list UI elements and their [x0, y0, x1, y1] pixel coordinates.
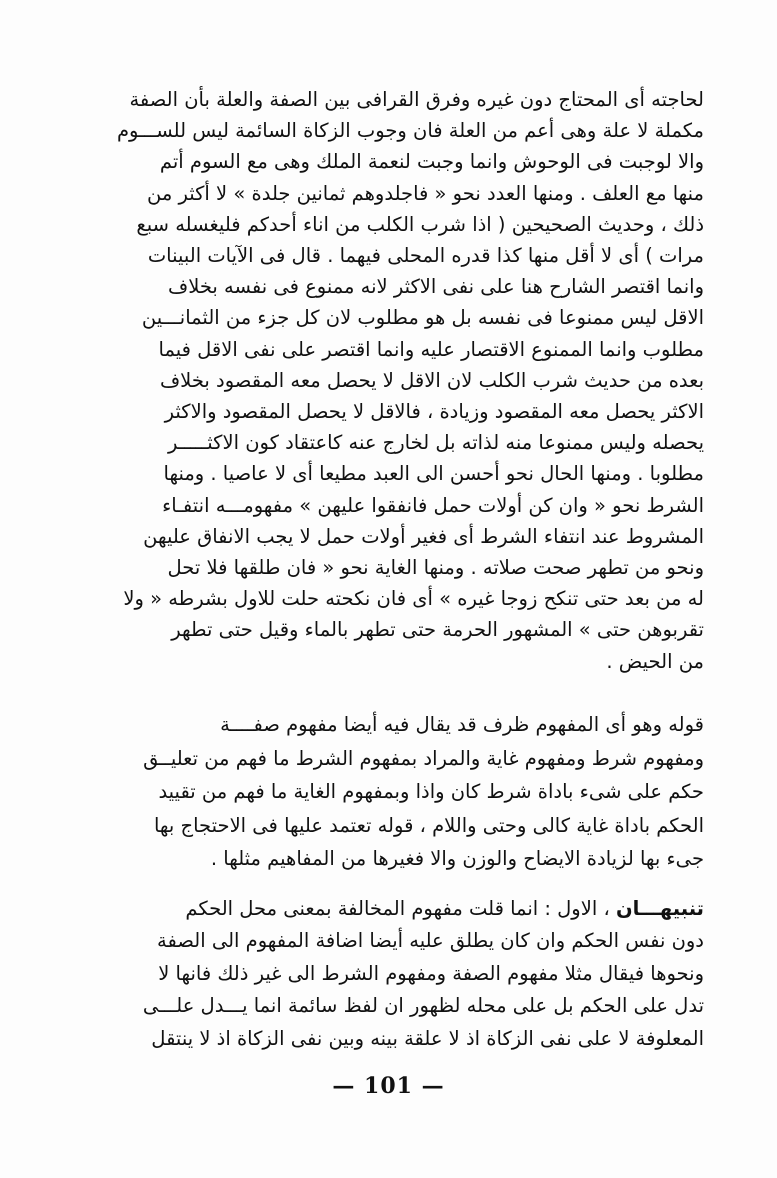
text-line: لحاجته أى المحتاج دون غيره وفرق القرافى بين الصفة والعلة بأن الصفة — [129, 88, 704, 111]
text-line: جىء بها لزيادة الايضاح والوزن والا فغيرها من المفاهيم مثلها . — [210, 847, 704, 871]
text-line: من الحيض . — [606, 649, 704, 673]
text-line: تدل على الحكم بل على محله لظهور ان لفظ سائمة انما يـــدل علـــى — [142, 994, 704, 1018]
text-line: بعده من حديث شرب الكلب لان الاقل لا يحصل معه المقصود بخلاف — [159, 368, 704, 392]
paragraph-1 — [82, 84, 704, 677]
text-line: مرات ) أى لا أقل منها كذا قدره المحلى فيهما . قال فى الآيات البينات — [147, 244, 704, 268]
section-heading: تنبيهـــان — [615, 897, 704, 920]
text-line: ونحوها فيقال مثلا مفهوم الصفة ومفهوم الشرط الى غير ذلك فانها لا — [158, 961, 704, 985]
heading-line-rest: ، الاول : انما قلت مفهوم المخالفة بمعنى محل الحكم — [185, 897, 616, 920]
text-line: منها مع العلف . ومنها العدد نحو « فاجلدوهم ثمانين جلدة » لا أكثر من — [147, 181, 704, 205]
text-line: مطلوبا . ومنها الحال نحو أحسن الى العبد مطيعا أى لا عاصيا . ومنها — [163, 462, 704, 486]
text-line: له من بعد حتى تنكح زوجا غيره » أى فان نكحته حلت للاول بشرطه « ولا — [123, 587, 704, 611]
text-line: والا لوجبت فى الوحوش وانما وجبت لنعمة الملك وهى مع السوم أتم — [159, 150, 704, 174]
text-line: ذلك ، وحديث الصحيحين ( اذا شرب الكلب من اناء أحدكم فليغسله سبع — [136, 212, 704, 236]
text-line: الشرط نحو « وان كن أولات حمل فانفقوا عليهن » مفهومـــه انتفـاء — [162, 493, 704, 517]
text-line: قوله وهو أى المفهوم ظرف قد يقال فيه أيضا مفهوم صفــــة — [220, 713, 704, 736]
paragraph-3 — [82, 893, 704, 1055]
text-line: المشروط عند انتفاء الشرط أى فغير أولات حمل لا يجب الانفاق عليهن — [143, 524, 704, 548]
text-line: حكم على شىء باداة شرط كان واذا وبمفهوم الغاية ما فهم من تقييد — [158, 780, 704, 804]
paragraph-2 — [82, 708, 704, 876]
text-line: الاكثر يحصل معه المقصود وزيادة ، فالاقل لا يحصل المقصود والاكثر — [164, 400, 704, 424]
text-line: الحكم باداة غاية كالى وحتى واللام ، قوله تعتمد عليها فى الاحتجاج بها — [153, 813, 704, 837]
text-line: يحصله وليس ممنوعا منه لذاته بل لخارج عنه كاعتقاد كون الاكثـــــر — [167, 431, 704, 455]
text-line: ونحو من تطهر صحت صلاته . ومنها الغاية نحو « فان طلقها فلا تحل — [167, 556, 704, 580]
text-line: الاقل ليس ممنوعا فى نفسه بل هو مطلوب لان كل جزء من الثمانـــين — [141, 306, 704, 330]
text-line: المعلوفة لا على نفى الزكاة اذ لا علقة بينه وبين نفى الزكاة اذ لا ينتقل — [151, 1026, 704, 1050]
text-line: وانما اقتصر الشارح هنا على نفى الاكثر لانه ممنوع فى نفسه بخلاف — [167, 275, 704, 299]
text-line: ومفهوم شرط ومفهوم غاية والمراد بمفهوم الشرط ما فهم من تعليــق — [143, 746, 704, 770]
page-number: — 101 — — [332, 1073, 445, 1099]
text-line: مكملة لا علة وهى أعم من العلة فان وجوب الزكاة السائمة ليس للســـوم — [116, 119, 704, 143]
text-line: مطلوب وانما الممنوع الاقتصار عليه وانما اقتصر على نفى الاقل فيما — [158, 337, 704, 361]
text-line — [82, 893, 704, 925]
text-line: دون نفس الحكم وان كان يطلق عليه أيضا اضافة المفهوم الى الصفة — [157, 929, 704, 953]
text-line: تقربوهن حتى » المشهور الحرمة حتى تطهر بالماء وقيل حتى تطهر — [171, 618, 704, 642]
